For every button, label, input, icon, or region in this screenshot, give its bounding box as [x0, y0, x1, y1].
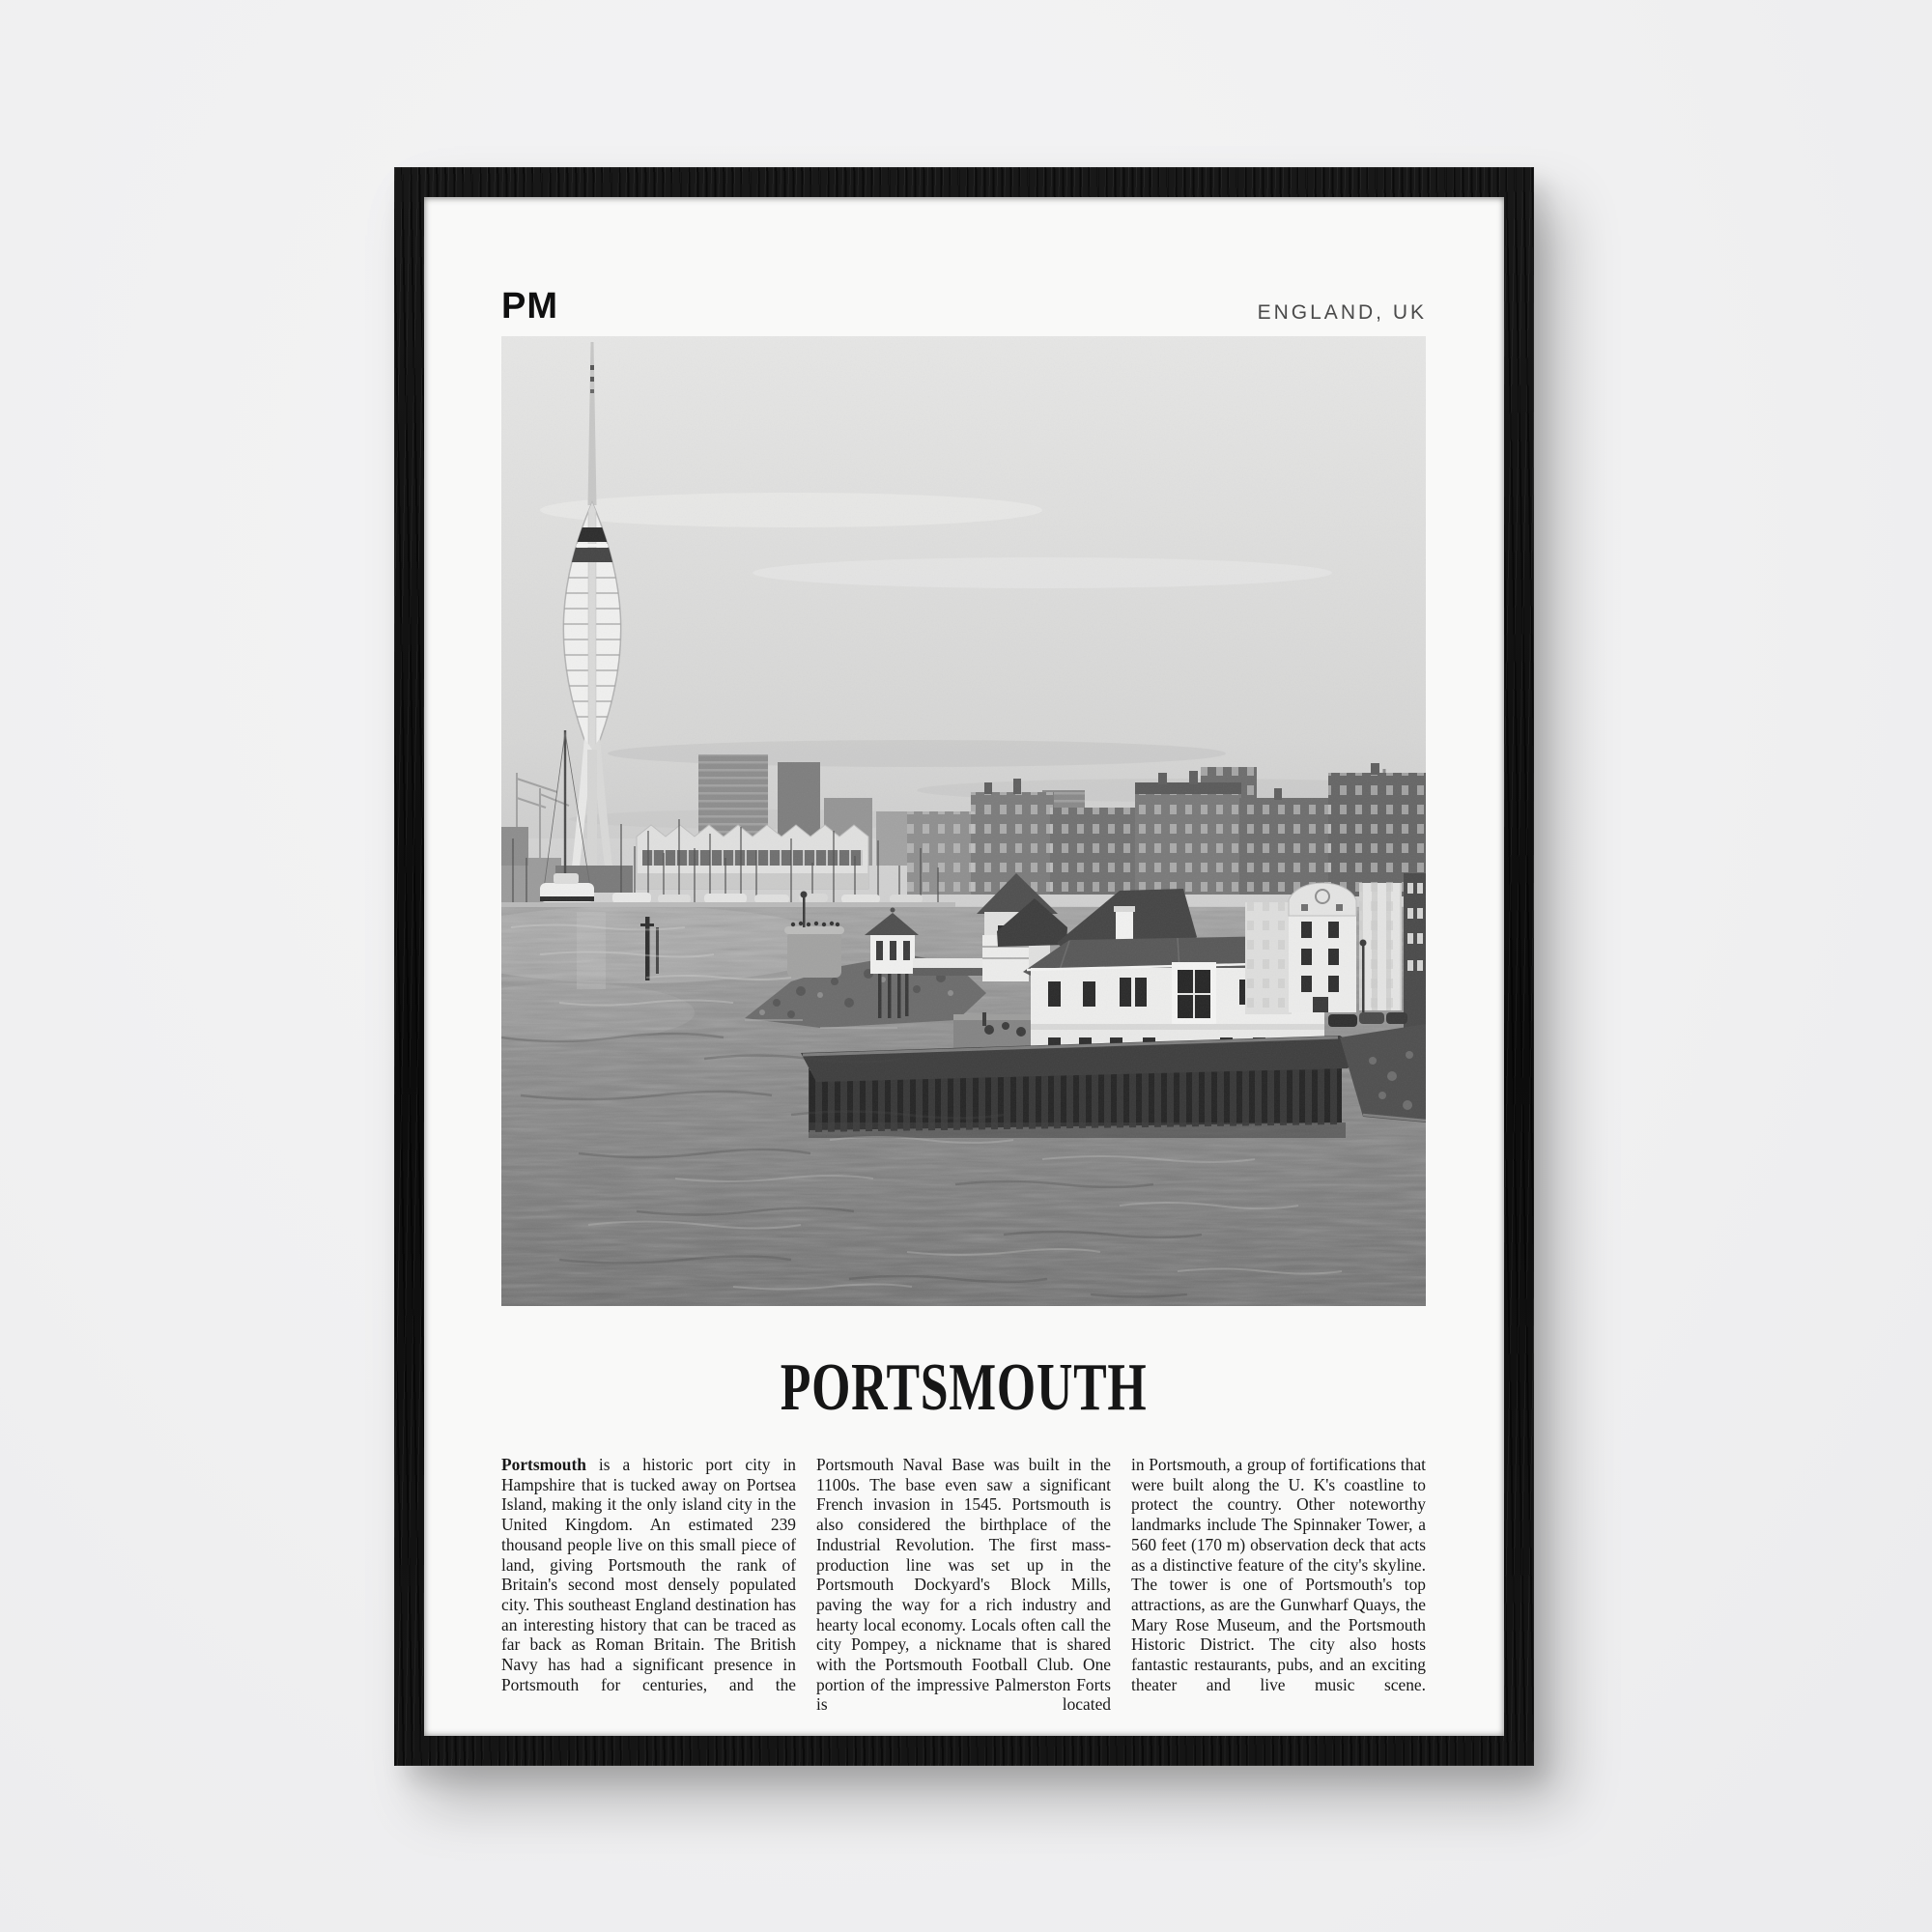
article-columns: [501, 1455, 1427, 1715]
logo-pm: PM: [501, 286, 558, 327]
poster-header: [501, 197, 1427, 325]
article-column-2: Portsmouth Naval Base was built in the 1100s. The base even saw a significant French invasion in 1545. Portsmouth is also considered the birthplace of the Industrial Revolution. The first mass-production line was set up in the Portsmouth Dockyard's Block Mills, paving the way for a rich industry and hearty local economy. Locals often call the city Pompey, a nickname that is shared with the Portsmouth Football Club. One portion of the impressive Palmerston Forts is located: [816, 1455, 1111, 1715]
title-wrap: [501, 1350, 1427, 1425]
photo-grain: [501, 336, 1426, 1306]
region-label: ENGLAND, UK: [1257, 300, 1427, 324]
page-title: PORTSMOUTH: [781, 1350, 1148, 1425]
poster: [424, 197, 1504, 1736]
article-column-1: [501, 1455, 796, 1715]
article-column-1-text: is a historic port city in Hampshire that is tucked away on Portsea Island, making it the only island city in the United Kingdom. An estimated 239 thousand people live on this small piece of land, giving Portsmouth the rank of Britain's second most densely populated city. This southeast England destination has an interesting history that can be traced as far back as Roman Britain. The British Navy has had a significant presence in Portsmouth for centuries, and the: [501, 1455, 796, 1694]
portsmouth-photo: [501, 336, 1426, 1306]
article-column-3: in Portsmouth, a group of fortifications that were built along the U. K's coastline to protect the country. Other noteworthy landmarks include The Spinnaker Tower, a 560 feet (170 m) observation deck that acts as a distinctive feature of the city's skyline. The tower is one of Portsmouth's top attractions, as are the Gunwharf Quays, the Mary Rose Museum, and the Portsmouth Historic District. The city also hosts fantastic restaurants, pubs, and an exciting theater and live music scene.: [1131, 1455, 1426, 1694]
article-lead-word: Portsmouth: [501, 1455, 586, 1474]
picture-frame: [394, 167, 1534, 1766]
